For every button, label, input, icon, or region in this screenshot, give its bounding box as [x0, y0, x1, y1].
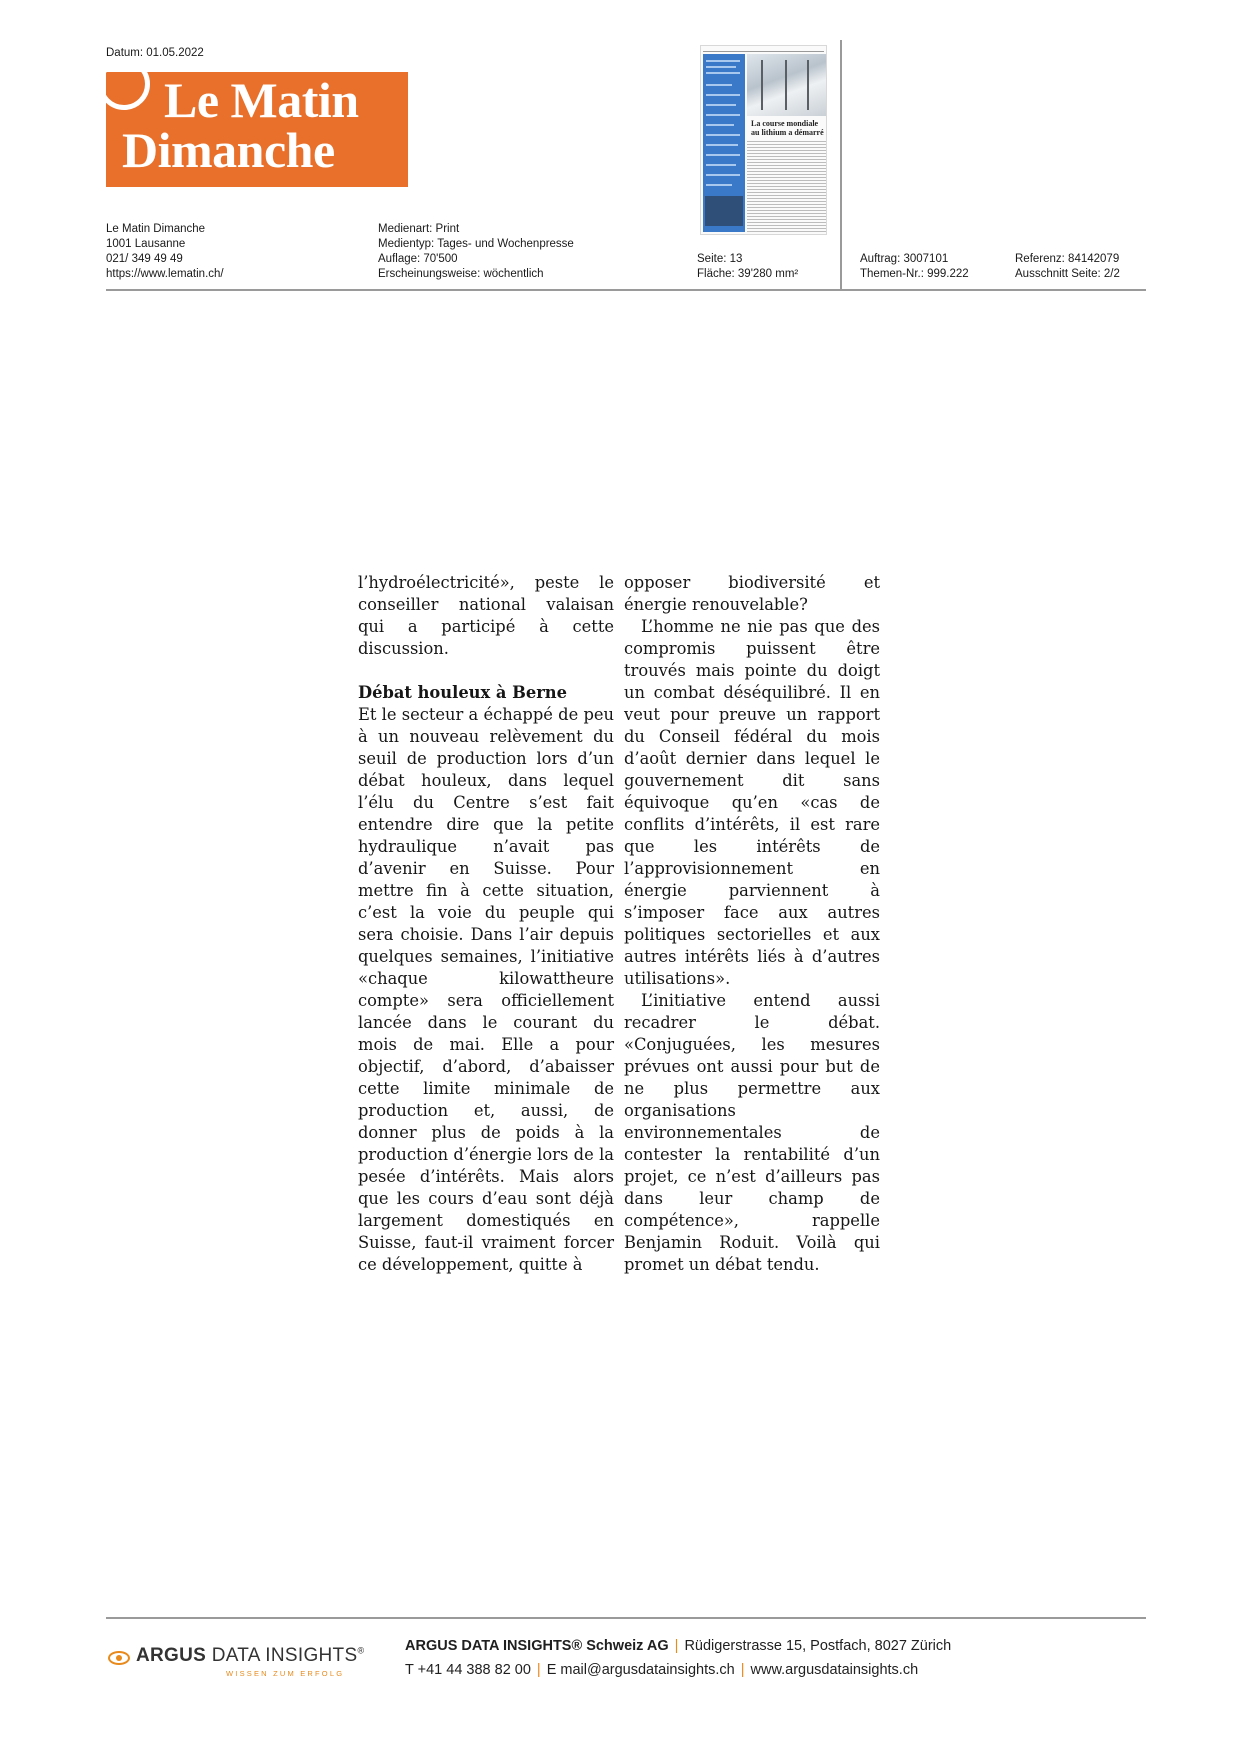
footer-email[interactable]: E mail@argusdatainsights.ch: [546, 1662, 735, 1678]
thumbnail-header: [703, 48, 824, 52]
publication-logo: [106, 72, 408, 187]
publisher-phone: 021/ 349 49 49: [106, 253, 183, 265]
footer-company-line: ARGUS DATA INSIGHTS® Schweiz AG | Rüdigerstrasse 15, Postfach, 8027 Zürich: [405, 1638, 952, 1654]
argus-brand: ARGUS DATA INSIGHTS®: [136, 1645, 365, 1666]
publisher-url[interactable]: https://www.lematin.ch/: [106, 268, 224, 280]
reference-number: Referenz: 84142079: [1015, 253, 1120, 265]
media-auflage: Auflage: 70'500: [378, 253, 458, 265]
thumbnail-text: [747, 141, 826, 233]
article-paragraph: L’homme ne nie pas que des compromis puissent être trouvés mais pointe du doigt un combat déséquilibré. Il en veut pour preuve un rapport du Conseil fédéral du mois d’août dernier dans lequel le gouvernement dit sans équivoque qu’en «cas de conflits d’intérêts, il est rare que les intérêts de l’approvisionnement en énergie parviennent à s’imposer face aux autres politiques sectorielles et aux autres intérêts liés à d’autres utilisations».: [624, 617, 880, 988]
media-erscheinung: Erscheinungsweise: wöchentlich: [378, 268, 544, 280]
logo-line1: Le Matin: [164, 72, 359, 128]
article-subheading: Débat houleux à Berne: [358, 683, 568, 702]
argus-slogan: WISSEN ZUM ERFOLG: [226, 1669, 345, 1678]
thumbnail-title: La course mondiale au lithium a démarré: [751, 119, 824, 137]
article-paragraph: L’initiative entend aussi recadrer le débat. «Conjuguées, les mesures prévues ont aussi pour but de ne plus permettre aux organisations environnementales de contester la rentabilité d’un projet, ce n’est d’ailleurs pas dans leur champ de compétence», rappelle Benjamin Roduit. Voilà qui promet un débat tendu.: [624, 991, 880, 1274]
header-divider: [106, 289, 1146, 291]
article-paragraph: Et le secteur a échappé de peu à un nouveau relèvement du seuil de production lors d’un débat houleux, dans lequel l’élu du Centre s’est fait entendre dire que la petite hydraulique n’avait pas d’avenir en Suisse. Pour mettre fin à cette situation, c’est la voie du peuple qui sera choisie. Dans l’air depuis quelques semaines, l’initiative «chaque kilowattheure compte» sera officiellement lancée dans le courant du mois de mai. Elle a pour objectif, d’abord, d’abaisser cette limite minimale de production et, aussi, de donner plus de poids à la production d’énergie lors de la pesée d’intérêts. Mais alors que les cours d’eau sont déjà largement domestiqués en Suisse, faut-il vraiment forcer ce développement, quitte à: [358, 705, 614, 1274]
thumbnail-map: [705, 196, 743, 226]
reference-ausschnitt: Ausschnitt Seite: 2/2: [1015, 268, 1120, 280]
reference-info: [1015, 252, 1120, 282]
publisher-name: Le Matin Dimanche: [106, 223, 206, 235]
order-info: [860, 252, 969, 282]
footer-address: Rüdigerstrasse 15, Postfach, 8027 Zürich: [684, 1638, 952, 1654]
eye-icon: [108, 1651, 130, 1665]
footer-phone[interactable]: T +41 44 388 82 00: [405, 1662, 531, 1678]
thumbnail-photo: [747, 54, 826, 116]
clipping-date: Datum: 01.05.2022: [106, 47, 204, 59]
article-paragraph: opposer biodiversité et énergie renouvelable?: [624, 573, 880, 614]
page-flaeche: Fläche: 39'280 mm²: [697, 268, 799, 280]
footer-company: ARGUS DATA INSIGHTS® Schweiz AG: [405, 1638, 669, 1654]
order-themen: Themen-Nr.: 999.222: [860, 268, 969, 280]
publisher-city: 1001 Lausanne: [106, 238, 186, 250]
page-thumbnail[interactable]: [700, 45, 827, 235]
media-info: [378, 222, 574, 282]
footer-web[interactable]: www.argusdatainsights.ch: [750, 1662, 919, 1678]
media-art: Medienart: Print: [378, 223, 460, 235]
footer-contact-line: T +41 44 388 82 00 | E mail@argusdatainsights.ch | www.argusdatainsights.ch: [405, 1662, 919, 1678]
order-auftrag: Auftrag: 3007101: [860, 253, 949, 265]
publisher-info: [106, 222, 224, 282]
sun-icon: [106, 72, 150, 110]
article-column-1: [358, 572, 614, 1276]
header-vertical-divider: [840, 40, 842, 290]
page-seite: Seite: 13: [697, 253, 743, 265]
logo-line2: Dimanche: [122, 122, 335, 178]
media-typ: Medientyp: Tages- und Wochenpresse: [378, 238, 574, 250]
footer-divider: [106, 1617, 1146, 1619]
article-paragraph: l’hydroélectricité», peste le conseiller national valaisan qui a participé à cette discussion.: [358, 573, 614, 658]
article-column-2: [624, 572, 880, 1276]
page-info: [697, 252, 798, 282]
